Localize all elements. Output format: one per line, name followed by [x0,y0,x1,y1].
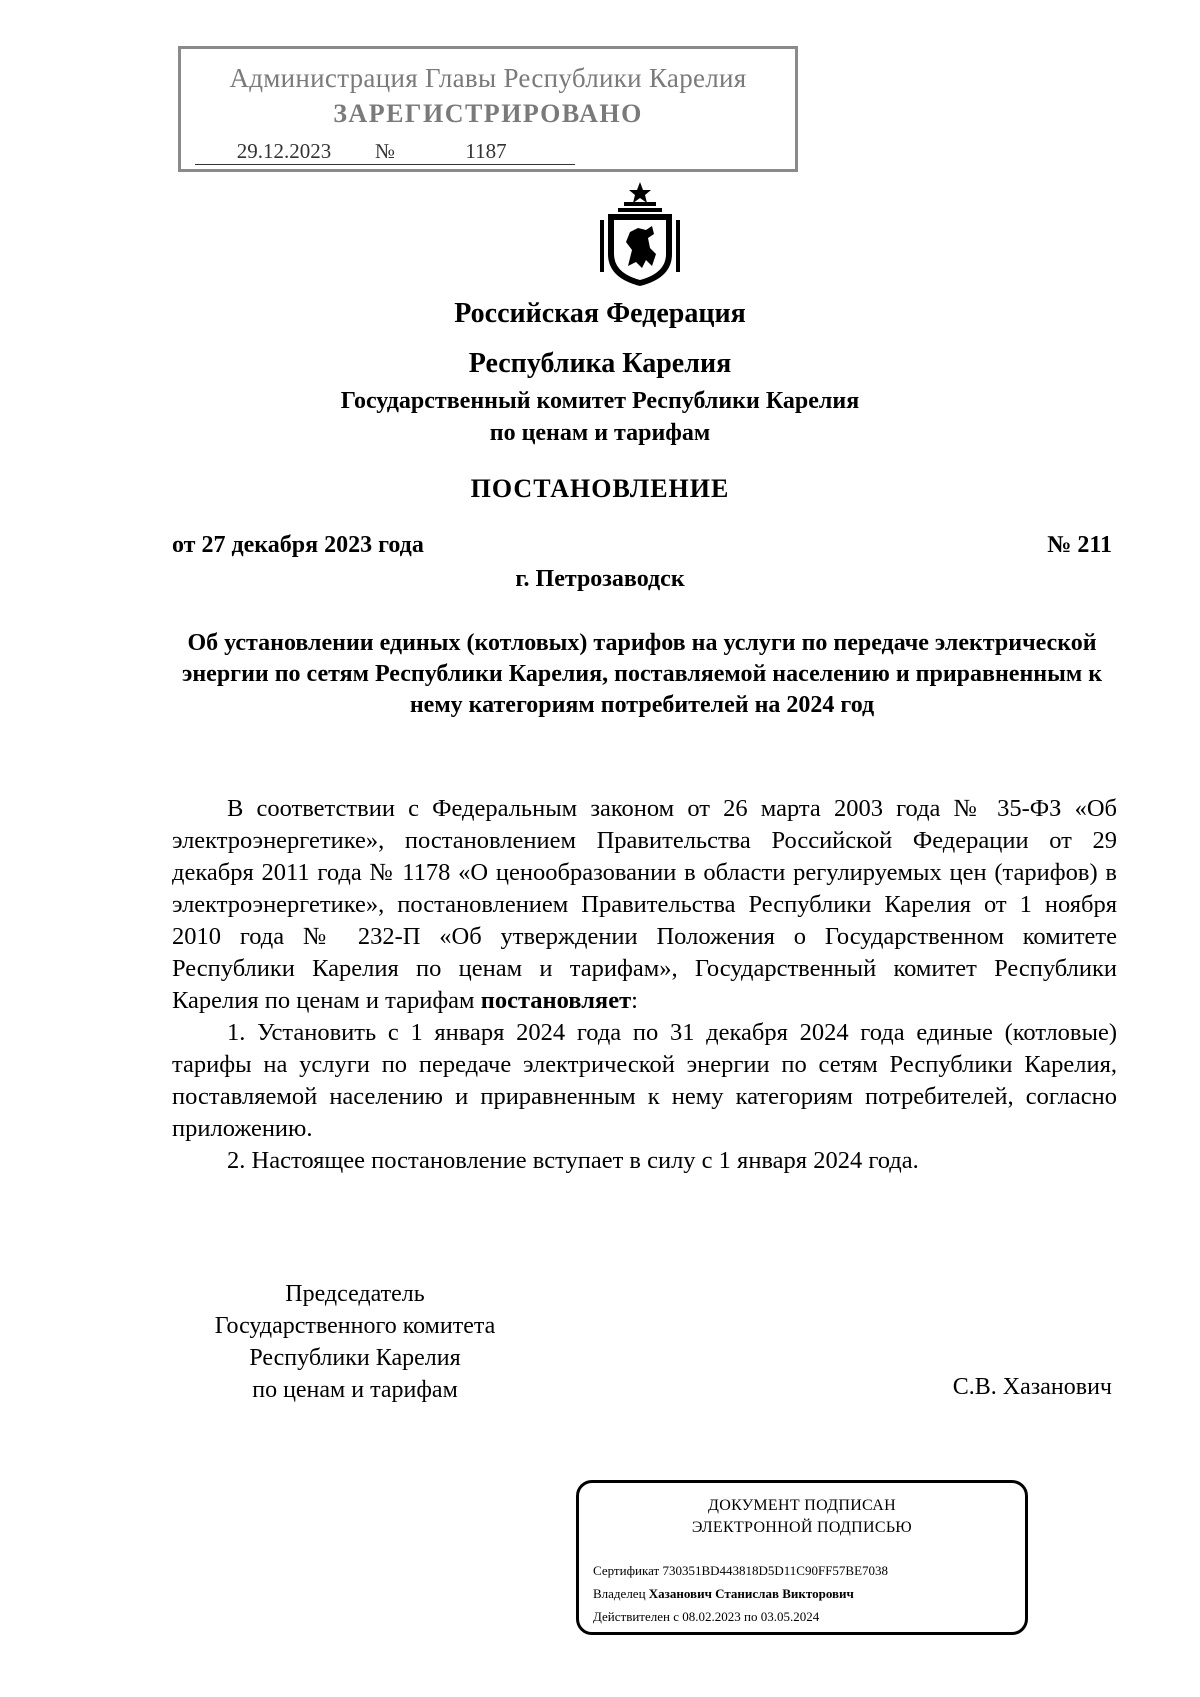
esig-heading-2: ЭЛЕКТРОННОЙ ПОДПИСЬЮ [691,1519,913,1536]
country-heading: Российская Федерация [454,298,746,329]
document-type: ПОСТАНОВЛЕНИЕ [470,474,730,503]
signer-position-line-2: Государственного комитета [214,1313,496,1339]
esig-owner [593,1586,854,1602]
esig-validity: Действителен с 08.02.2023 по 03.05.2024 [593,1609,820,1624]
item-2: 2. Настоящее постановление вступает в силу с 1 января 2024 года. [227,1147,919,1174]
preamble-end: : [631,987,638,1014]
coat-of-arms-icon [596,180,684,288]
signer-name: С.В. Хазанович [952,1374,1112,1400]
document-date: от 27 декабря 2023 года [172,532,424,558]
registration-stamp [178,46,798,172]
date-number-row [172,532,1112,559]
preamble-text: В соответствии с Федеральным законом от 26 марта 2003 года № 35-ФЗ «Об электроэнергетике», постановлением Правительства Российской Федерации от 29 декабря 2011 года № 1178 «О ценообразовании в области регулируемых цен (тарифов) в электроэнергетике», постановлением Правительства Республики Карелия от 1 ноября 2010 года № 232-П «Об утверждении Положения о Государственном комитете Республики Карелия по ценам и тарифам», Государственный комитет Республики Карелия по ценам и тарифам [172,795,1117,1014]
electronic-signature-stamp [576,1480,1028,1635]
signer-position-line-1: Председатель [285,1281,425,1307]
document-body [172,793,1117,1177]
esig-certificate [593,1563,888,1579]
registration-authority: Администрация Главы Республики Карелия [229,63,747,93]
document-number: № 211 [1047,532,1112,558]
preamble-paragraph [172,793,1117,1017]
registration-date: 29.12.2023 [195,139,373,165]
signer-position-line-3: Республики Карелия [249,1345,461,1371]
esig-owner-value: Хазанович Станислав Викторович [648,1586,854,1601]
registration-number: 1187 [397,139,575,165]
esig-owner-label: Владелец [593,1586,646,1601]
item-1: 1. Установить с 1 января 2024 года по 31 декабря 2024 года единые (котловые) тарифы на услуги по передаче электрической энергии по сетям Республики Карелия, поставляемой населению и приравненным к нему категориям потребителей, согласно приложению. [172,1019,1117,1142]
signer-position-line-4: по ценам и тарифам [252,1377,458,1403]
committee-line-2: по ценам и тарифам [489,420,711,446]
esig-certificate-label: Сертификат [593,1563,660,1578]
document-title: Об установлении единых (котловых) тарифов на услуги по передаче электрической энергии по сетям Республики Карелия, поставляемой населению и приравненным к нему категориям потребителей на 2024 год [181,630,1103,718]
signer-position [180,1278,530,1406]
city: г. Петрозаводск [515,566,685,592]
registration-status: ЗАРЕГИСТРИРОВАНО [333,99,643,128]
esig-heading-1: ДОКУМЕНТ ПОДПИСАН [708,1497,896,1514]
esig-certificate-value: 730351BD443818D5D11C90FF57BE7038 [662,1563,889,1578]
preamble-keyword: постановляет [480,987,632,1014]
registration-number-sign: № [375,139,396,163]
committee-line-1: Государственный комитет Республики Карелия [340,388,860,414]
registration-row [195,139,575,165]
republic-heading: Республика Карелия [468,348,732,379]
